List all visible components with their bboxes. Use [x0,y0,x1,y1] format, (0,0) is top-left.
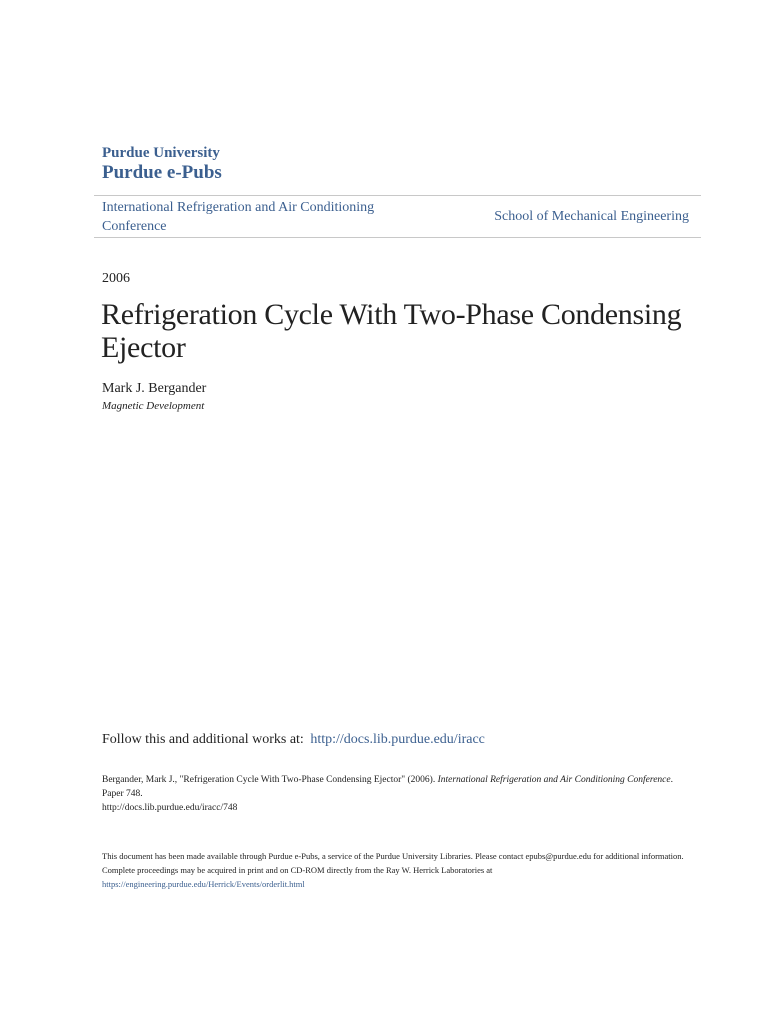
citation-suffix: . Paper 748. [102,775,673,799]
citation-url[interactable]: http://docs.lib.purdue.edu/iracc/748 [102,803,238,813]
follow-line [102,731,485,749]
notice-prefix: Complete proceedings may be acquired in print and on CD-ROM directly from the Ray W. Herrick Laboratories at [102,865,493,875]
notice-line-1: This document has been made available through Purdue e-Pubs, a service of the Purdue University Libraries. Please contact epubs@purdue.edu for additional information. [102,851,684,861]
availability-notice [102,849,692,891]
citation-journal: International Refrigeration and Air Conditioning Conference [437,775,671,785]
notice-line-2 [102,863,692,891]
repository-header [102,144,222,184]
publication-year: 2006 [102,271,130,286]
conference-link[interactable]: International Refrigeration and Air Conditioning Conference [102,200,375,234]
epubs-link[interactable]: Purdue e-Pubs [102,162,222,183]
collection-link[interactable]: http://docs.lib.purdue.edu/iracc [310,732,485,747]
order-link[interactable]: https://engineering.purdue.edu/Herrick/Events/orderlit.html [102,879,305,889]
citation-prefix: Bergander, Mark J., "Refrigeration Cycle With Two-Phase Condensing Ejector" (2006). [102,775,438,785]
university-link[interactable]: Purdue University [102,145,220,161]
author-affiliation: Magnetic Development [102,400,205,412]
top-divider [94,195,701,196]
school-link[interactable]: School of Mechanical Engineering [494,209,689,224]
bottom-divider [94,237,701,238]
citation-block [102,773,692,815]
author-name: Mark J. Bergander [102,381,207,396]
follow-label: Follow this and additional works at: [102,732,304,747]
paper-title: Refrigeration Cycle With Two-Phase Condensing Ejector [101,298,682,364]
